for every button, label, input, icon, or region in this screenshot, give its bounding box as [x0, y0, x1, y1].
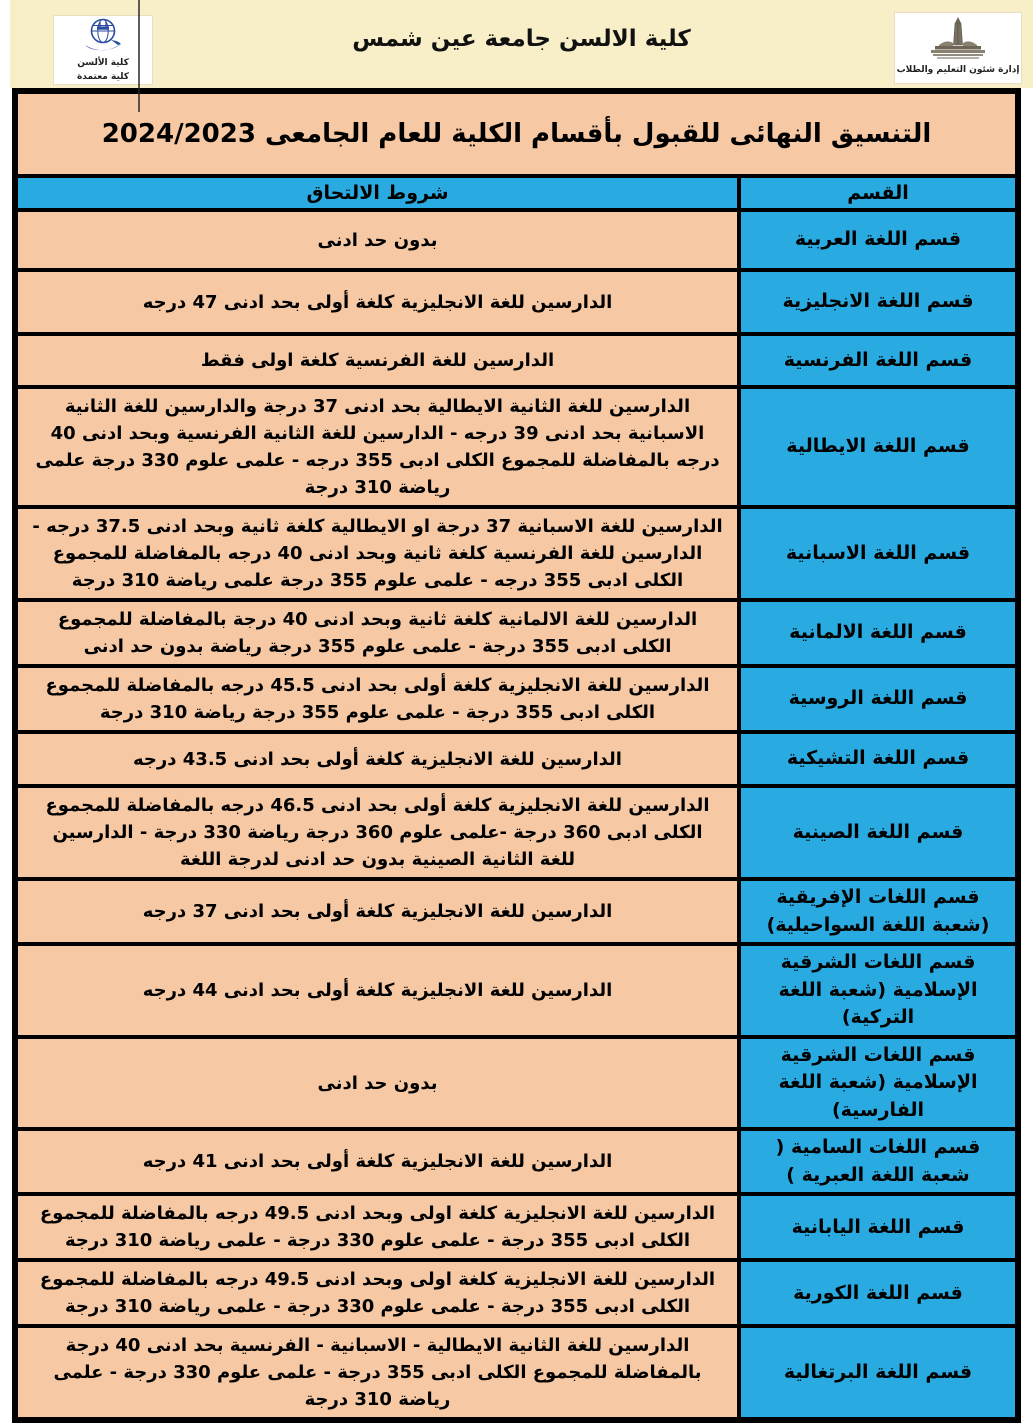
department-cell: قسم اللغة الاسبانية	[739, 507, 1018, 600]
requirement-cell: الدارسين للغة الانجليزية كلغة أولى بحد ادنى 46.5 درجه بالمفاضلة للمجموع الكلى ادبى 360 درجة -علمى علوم 360 درجة رياضة 330 درجة - الدارسين للغة الثانية الصينية بدون حد ادنى لدرجة اللغة	[15, 786, 739, 879]
requirement-cell: الدارسين للغة الفرنسية كلغة اولى فقط	[15, 334, 739, 387]
department-cell: قسم اللغات السامية ( شعبة اللغة العبرية )	[739, 1129, 1018, 1194]
department-cell: قسم اللغة البرتغالية	[739, 1326, 1018, 1420]
requirement-cell: الدارسين للغة الانجليزية كلغة اولى وبحد ادنى 49.5 درجه بالمفاضلة للمجموع الكلى ادبى 355 درجة - علمى علوم 330 درجة - علمى رياضة 310 درجة	[15, 1194, 739, 1260]
requirement-cell: الدارسين للغة الانجليزية كلغة أولى بحد ادنى 37 درجه	[15, 879, 739, 944]
table-row-japanese	[15, 1194, 1018, 1260]
table-row-spanish	[15, 507, 1018, 600]
requirement-cell: الدارسين للغة الانجليزية كلغة أولى بحد ادنى 45.5 درجه بالمفاضلة للمجموع الكلى ادبى 355 درجة - علمى علوم 355 درجة رياضة 310 درجة	[15, 666, 739, 732]
table-row-persian	[15, 1037, 1018, 1130]
letterhead	[10, 0, 1033, 88]
table-row-english	[15, 270, 1018, 334]
department-cell: قسم اللغات الشرقية الإسلامية (شعبة اللغة التركية)	[739, 944, 1018, 1037]
requirement-cell: بدون حد ادنى	[15, 210, 739, 270]
alsun-logo-subtitle: كلية معتمدة	[76, 72, 130, 83]
department-cell: قسم اللغات الإفريقية (شعبة اللغة السواحيلية)	[739, 879, 1018, 944]
department-cell: قسم اللغة الايطالية	[739, 387, 1018, 507]
table-row-russian	[15, 666, 1018, 732]
department-cell: قسم اللغات الشرقية الإسلامية (شعبة اللغة الفارسية)	[739, 1037, 1018, 1130]
requirement-cell: الدارسين للغة الانجليزية كلغة اولى وبحد ادنى 49.5 درجه بالمفاضلة للمجموع الكلى ادبى 355 درجة - علمى علوم 330 درجة - علمى رياضة 310 درجة	[15, 1260, 739, 1326]
department-cell: قسم اللغة الالمانية	[739, 600, 1018, 666]
department-cell: قسم اللغة الفرنسية	[739, 334, 1018, 387]
table-row-german	[15, 600, 1018, 666]
table-title: التنسيق النهائى للقبول بأقسام الكلية للعام الجامعى 2024/2023	[15, 91, 1018, 176]
scan-artifact-line	[138, 0, 140, 112]
table-row-turkish	[15, 944, 1018, 1037]
university-title: كلية الالسن جامعة عين شمس	[352, 26, 691, 52]
requirement-cell: الدارسين للغة الانجليزية كلغة أولى بحد ادنى 44 درجه	[15, 944, 739, 1037]
table-row-portuguese	[15, 1326, 1018, 1420]
requirement-cell: الدارسين للغة الاسبانية 37 درجة او الايطالية كلغة ثانية وبحد ادنى 37.5 درجه - الدارسين للغة الفرنسية كلغة ثانية وبحد ادنى 40 درجه بالمفاضلة للمجموع الكلى ادبى 355 درجه - علمى علوم 355 درجة علمى رياضة 310 درجة	[15, 507, 739, 600]
coordination-table	[12, 88, 1021, 1423]
department-cell: قسم اللغة العربية	[739, 210, 1018, 270]
table-row-korean	[15, 1260, 1018, 1326]
column-header-department: القسم	[739, 176, 1018, 210]
table-row-african-swahili	[15, 879, 1018, 944]
requirement-cell: الدارسين للغة الانجليزية كلغة أولى بحد ادنى 43.5 درجه	[15, 732, 739, 786]
alsun-logo-title: كلية الألسن	[77, 58, 129, 68]
table-title-row	[15, 91, 1018, 176]
requirement-cell: بدون حد ادنى	[15, 1037, 739, 1130]
table-row-french	[15, 334, 1018, 387]
department-cell: قسم اللغة التشيكية	[739, 732, 1018, 786]
column-header-requirements: شروط الالتحاق	[15, 176, 739, 210]
ain-shams-university-logo	[895, 13, 1021, 83]
obelisk-icon	[919, 15, 997, 65]
requirement-cell: الدارسين للغة الانجليزية كلغة أولى بحد ادنى 47 درجه	[15, 270, 739, 334]
table-row-hebrew	[15, 1129, 1018, 1194]
requirement-cell: الدارسين للغة الثانية الايطالية - الاسبانية - الفرنسية بحد ادنى 40 درجة بالمفاضلة للمجموع الكلى ادبى 355 درجة - علمى علوم 330 درجة - علمى رياضة 310 درجة	[15, 1326, 739, 1420]
table-header-row	[15, 176, 1018, 210]
requirement-cell: الدارسين للغة الثانية الايطالية بحد ادنى 37 درجة والدارسين للغة الثانية الاسبانية بحد ادنى 39 درجه - الدارسين للغة الثانية الفرنسية وبحد ادنى 40 درجه بالمفاضلة للمجموع الكلى ادبى 355 درجه - علمى علوم 330 درجة علمى رياضة 310 درجة	[15, 387, 739, 507]
requirement-cell: الدارسين للغة الالمانية كلغة ثانية وبحد ادنى 40 درجة بالمفاضلة للمجموع الكلى ادبى 355 درجة - علمى علوم 355 درجة رياضة بدون حد ادنى	[15, 600, 739, 666]
department-cell: قسم اللغة الكورية	[739, 1260, 1018, 1326]
requirement-cell: الدارسين للغة الانجليزية كلغة أولى بحد ادنى 41 درجه	[15, 1129, 739, 1194]
table-row-czech	[15, 732, 1018, 786]
department-cell: قسم اللغة الروسية	[739, 666, 1018, 732]
department-cell: قسم اللغة اليابانية	[739, 1194, 1018, 1260]
department-cell: قسم اللغة الانجليزية	[739, 270, 1018, 334]
asu-logo-caption: إدارة شئون التعليم والطلاب	[896, 65, 1020, 75]
table-row-chinese	[15, 786, 1018, 879]
department-cell: قسم اللغة الصينية	[739, 786, 1018, 879]
table-row-arabic	[15, 210, 1018, 270]
table-row-italian	[15, 387, 1018, 507]
